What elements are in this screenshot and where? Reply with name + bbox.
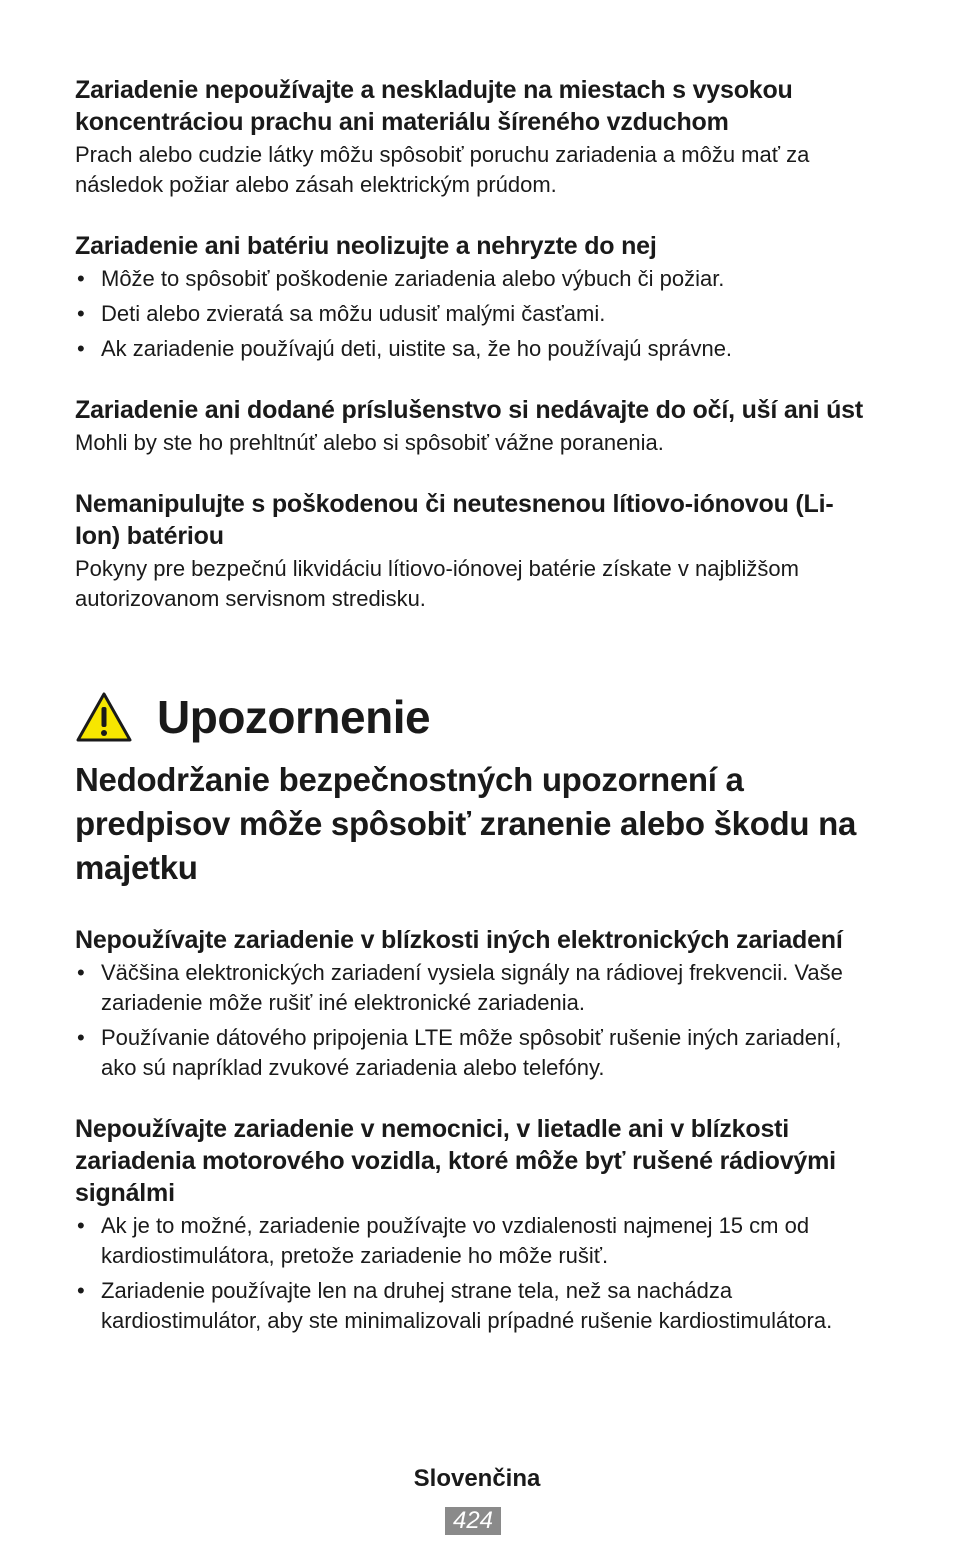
list-item: • Deti alebo zvieratá sa môžu udusiť malými časťami. [75, 299, 875, 329]
warning-heading [75, 682, 875, 752]
warning-subtitle: Nedodržanie bezpečnostných upozornení a predpisov môže spôsobiť zranenie alebo škodu na majetku [75, 761, 857, 886]
section-body: Mohli by ste ho prehltnúť alebo si spôsobiť vážne poranenia. [75, 430, 664, 455]
bullet-list [75, 1211, 875, 1336]
section-title: Zariadenie ani batériu neolizujte a nehryzte do nej [75, 232, 657, 260]
section-body: Prach alebo cudzie látky môžu spôsobiť poruchu zariadenia a môžu mať za následok požiar alebo zásah elektrickým prúdom. [75, 142, 810, 197]
section-dust [75, 74, 875, 200]
section-title: Nepoužívajte zariadenie v blízkosti iných elektronických zariadení [75, 926, 843, 954]
section-title: Nemanipulujte s poškodenou či neutesnenou lítiovo-iónovou (Li-Ion) batériou [75, 490, 834, 550]
list-item: • Väčšina elektronických zariadení vysiela signály na rádiovej frekvencii. Vaše zariadenie môže rušiť iné elektronické zariadenia. [75, 958, 875, 1018]
list-item: • Môže to spôsobiť poškodenie zariadenia alebo výbuch či požiar. [75, 264, 875, 294]
section-title: Zariadenie ani dodané príslušenstvo si nedávajte do očí, uší ani úst [75, 396, 863, 424]
list-item: • Zariadenie používajte len na druhej strane tela, než sa nachádza kardiostimulátor, aby ste minimalizovali prípadné rušenie kardiostimulátora. [75, 1276, 875, 1336]
section-title: Nepoužívajte zariadenie v nemocnici, v lietadle ani v blízkosti zariadenia motorového vozidla, ktoré môže byť rušené rádiovými signálmi [75, 1115, 836, 1207]
warning-triangle-icon [75, 691, 133, 743]
section-hospital [75, 1113, 875, 1336]
page-number: 424 [445, 1507, 501, 1535]
section-title: Zariadenie nepoužívajte a neskladujte na miestach s vysokou koncentráciou prachu ani materiálu šíreného vzduchom [75, 76, 793, 136]
list-item: • Ak zariadenie používajú deti, uistite sa, že ho používajú správne. [75, 334, 875, 364]
warning-title: Upozornenie [157, 691, 431, 743]
bullet-list [75, 958, 875, 1083]
bullet-list [75, 264, 875, 364]
list-item: • Používanie dátového pripojenia LTE môže spôsobiť rušenie iných zariadení, ako sú napríklad zvukové zariadenia alebo telefóny. [75, 1023, 875, 1083]
footer-language: Slovenčina [413, 1465, 541, 1492]
list-item: • Ak je to možné, zariadenie používajte vo vzdialenosti najmenej 15 cm od kardiostimulátora, pretože zariadenie ho môže rušiť. [75, 1211, 875, 1271]
section-eyes-ears [75, 394, 875, 458]
section-body: Pokyny pre bezpečnú likvidáciu lítiovo-iónovej batérie získate v najbližšom autorizovanom servisnom stredisku. [75, 556, 799, 611]
section-battery [75, 488, 875, 614]
section-electronics [75, 924, 875, 1083]
page-content [75, 74, 875, 1366]
footer-page [0, 1507, 954, 1535]
section-bite [75, 230, 875, 364]
